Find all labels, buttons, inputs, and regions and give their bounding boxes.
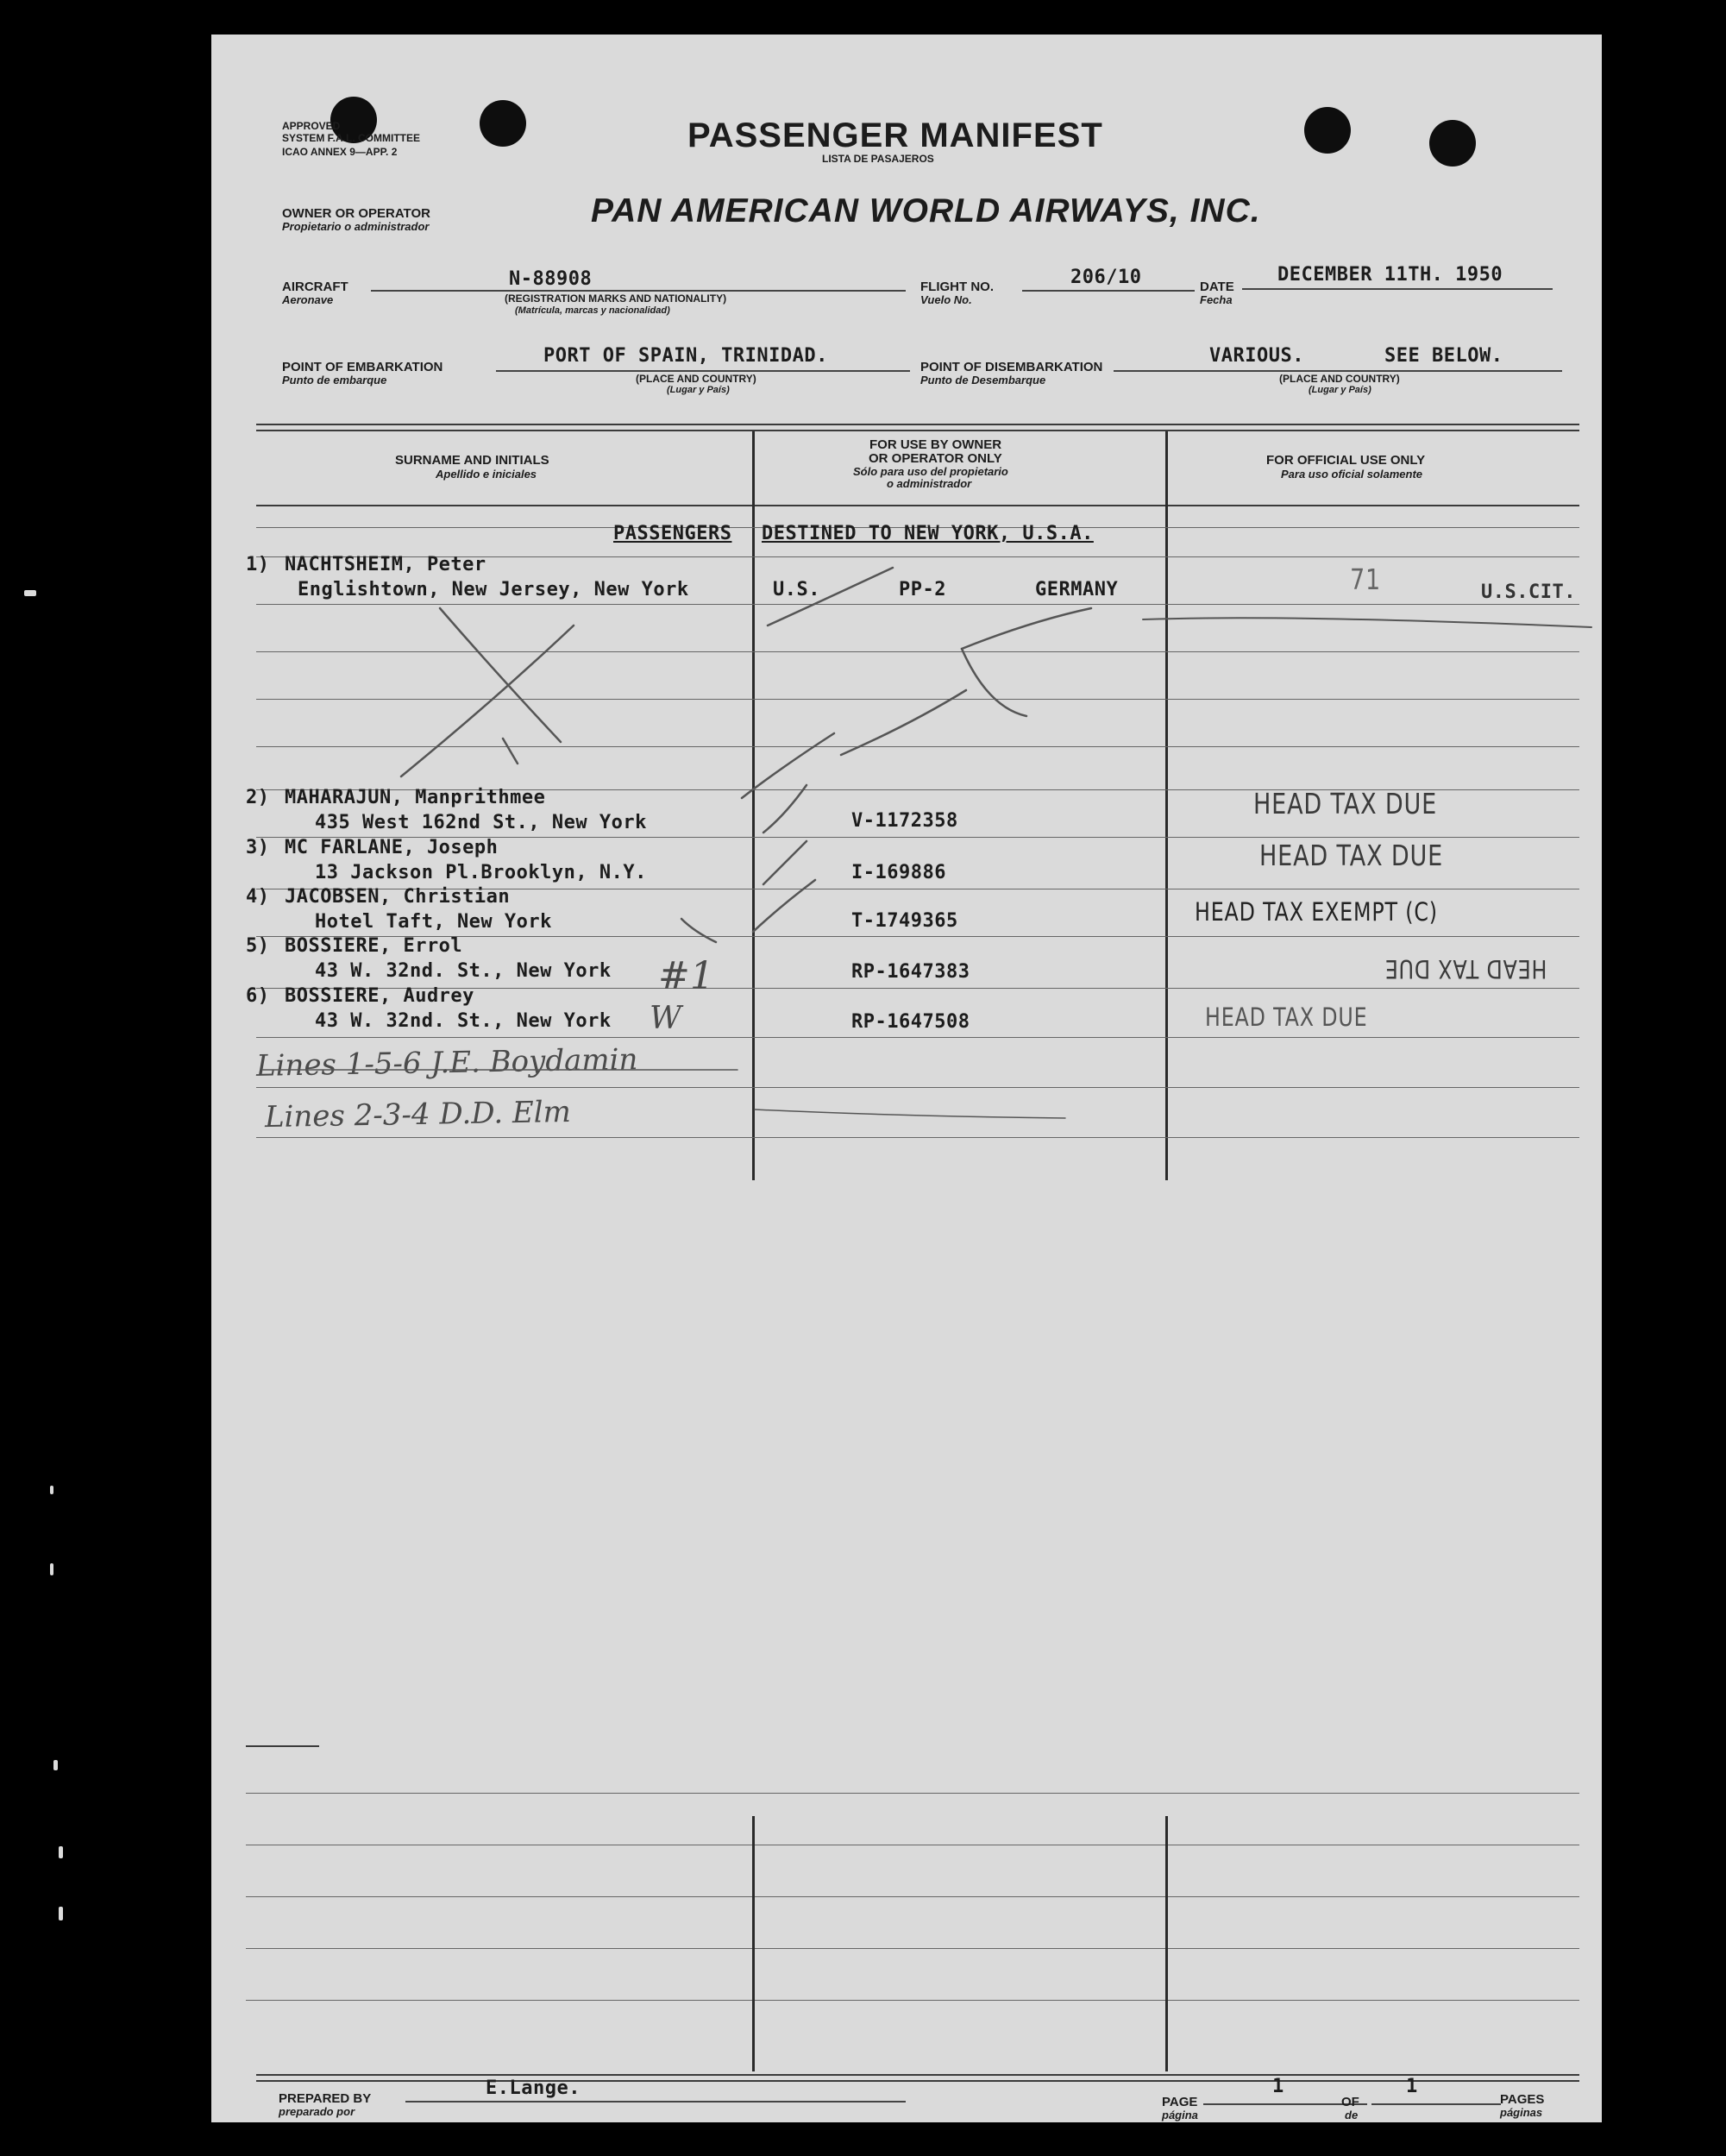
passenger-1-address: Englishtown, New Jersey, New York [298,579,689,600]
date-label-es: Fecha [1200,293,1233,306]
passenger-doc: T-1749365 [851,910,958,932]
scan-dust [50,1563,53,1575]
scan-dust [24,590,36,596]
aircraft-value: N-88908 [509,268,593,290]
embark-value: PORT OF SPAIN, TRINIDAD. [543,345,828,367]
flight-label-es: Vuelo No. [920,293,972,306]
col-header-owner-es-1: Sólo para uso del propietario [853,465,1008,478]
aircraft-hint-es: (Matrícula, marcas y nacionalidad) [515,305,670,316]
ruled-line [246,1896,1579,1897]
passenger-address: 435 West 162nd St., New York [315,812,647,833]
lower-short-rule [246,1745,319,1747]
passenger-doc: V-1172358 [851,810,958,832]
passenger-num: 5) [246,935,270,957]
col-header-official: FOR OFFICIAL USE ONLY [1266,453,1426,468]
prepared-label: PREPARED BY [279,2091,372,2106]
of-label-es: de [1345,2109,1359,2121]
scan-dust [59,1907,63,1920]
prepared-line [405,2101,906,2103]
passenger-stamp: HEAD TAX DUE [1205,1003,1368,1032]
operator-name: PAN AMERICAN WORLD AIRWAYS, INC. [591,192,1261,229]
passenger-num: 2) [246,787,270,808]
manifest-sheet [211,35,1602,2122]
owner-label-es: Propietario o administrador [282,220,430,233]
page-label-es: página [1162,2109,1198,2121]
footer-rule-1 [256,2074,1579,2076]
approval-line-3: ICAO ANNEX 9—APP. 2 [282,146,398,158]
ruled-line [246,2000,1579,2001]
disembark-hint-es: (Lugar y País) [1309,385,1371,395]
prepared-label-es: preparado por [279,2105,355,2118]
handwritten-note-1: Lines 1-5-6 J.E. Boydamin [255,1042,638,1084]
aircraft-label: AIRCRAFT [282,280,348,294]
approval-line-1: APPROVED [282,120,341,132]
passenger-address: 13 Jackson Pl.Brooklyn, N.Y. [315,862,647,883]
col-header-owner-2: OR OPERATOR ONLY [869,451,1002,466]
passenger-1-origin: GERMANY [1035,579,1119,600]
page-value: 1 [1272,2076,1284,2097]
passenger-name: JACOBSEN, Christian [285,886,511,908]
passenger-num: 3) [246,837,270,858]
page-title: PASSENGER MANIFEST [687,116,1103,154]
col-header-owner-es-2: o administrador [887,477,972,490]
passenger-stamp: HEAD TAX DUE [1253,787,1438,820]
passenger-1-status: U.S.CIT. [1481,581,1576,603]
passenger-1-name: NACHTSHEIM, Peter [285,554,486,575]
embark-hint: (PLACE AND COUNTRY) [636,373,756,385]
col-header-surname: SURNAME AND INITIALS [395,453,549,468]
passenger-stamp: HEAD TAX DUE [1384,954,1547,984]
col-header-surname-es: Apellido e iniciales [436,468,537,481]
passenger-address: Hotel Taft, New York [315,911,552,933]
approval-line-2: SYSTEM F.A.L. COMMITTEE [282,132,421,144]
passenger-num: 6) [246,985,270,1007]
scan-dust [53,1760,58,1770]
handwritten-mark-1: #1 [658,954,714,998]
page-label: PAGE [1162,2095,1198,2109]
aircraft-label-es: Aeronave [282,293,334,306]
col-header-owner-1: FOR USE BY OWNER [869,437,1002,452]
destination-heading-2: DESTINED TO NEW YORK, U.S.A. [762,523,1094,544]
total-pages-value: 1 [1406,2076,1418,2097]
lower-col-divider-1 [752,1816,755,2071]
handwritten-note-2: Lines 2-3-4 D.D. Elm [264,1094,572,1135]
ruled-line [246,1948,1579,1949]
ruled-line [246,1793,1579,1794]
pages-label-es: páginas [1500,2106,1543,2119]
passenger-address: 43 W. 32nd. St., New York [315,1010,612,1032]
passenger-name: MAHARAJUN, Manprithmee [285,787,546,808]
scan-dust [59,1846,63,1858]
flight-value: 206/10 [1070,267,1142,288]
passenger-doc: RP-1647508 [851,1011,970,1033]
passenger-address: 43 W. 32nd. St., New York [315,960,612,982]
passenger-1-official-num: 71 [1350,563,1382,596]
passenger-stamp: HEAD TAX EXEMPT (C) [1195,897,1438,927]
pages-label: PAGES [1500,2092,1545,2107]
disembark-value-2: SEE BELOW. [1384,345,1503,367]
lower-col-divider-2 [1165,1816,1168,2071]
embark-label-es: Punto de embarque [282,374,387,387]
aircraft-hint: (REGISTRATION MARKS AND NATIONALITY) [505,292,727,305]
passenger-1-doc: PP-2 [899,579,946,600]
destination-heading-1: PASSENGERS [613,523,732,544]
scan-dust [50,1486,53,1494]
passenger-doc: RP-1647383 [851,961,970,983]
passenger-doc: I-169886 [851,862,946,883]
total-line [1371,2103,1501,2105]
date-label: DATE [1200,280,1234,294]
col-header-official-es: Para uso oficial solamente [1281,468,1423,481]
owner-label: OWNER OR OPERATOR [282,206,430,221]
handwritten-mark-2: W [650,1001,682,1036]
disembark-label-es: Punto de Desembarque [920,374,1046,387]
date-value: DECEMBER 11TH. 1950 [1277,264,1503,286]
passenger-name: BOSSIERE, Errol [285,935,463,957]
of-label: OF [1341,2095,1359,2109]
passenger-num: 4) [246,886,270,908]
embark-hint-es: (Lugar y País) [667,385,730,395]
page-title-es: LISTA DE PASAJEROS [822,153,934,165]
footer-rule-2 [256,2080,1579,2082]
passenger-1-country: U.S. [773,579,820,600]
disembark-hint: (PLACE AND COUNTRY) [1279,373,1400,385]
embark-label: POINT OF EMBARKATION [282,360,443,374]
disembark-value-1: VARIOUS. [1209,345,1304,367]
prepared-value: E.Lange. [486,2077,581,2099]
passenger-name: MC FARLANE, Joseph [285,837,499,858]
passenger-1-num: 1) [246,554,270,575]
passenger-stamp: HEAD TAX DUE [1259,839,1444,872]
disembark-label: POINT OF DISEMBARKATION [920,360,1103,374]
flight-label: FLIGHT NO. [920,280,994,294]
pen-strokes [211,35,1602,1242]
passenger-name: BOSSIERE, Audrey [285,985,474,1007]
